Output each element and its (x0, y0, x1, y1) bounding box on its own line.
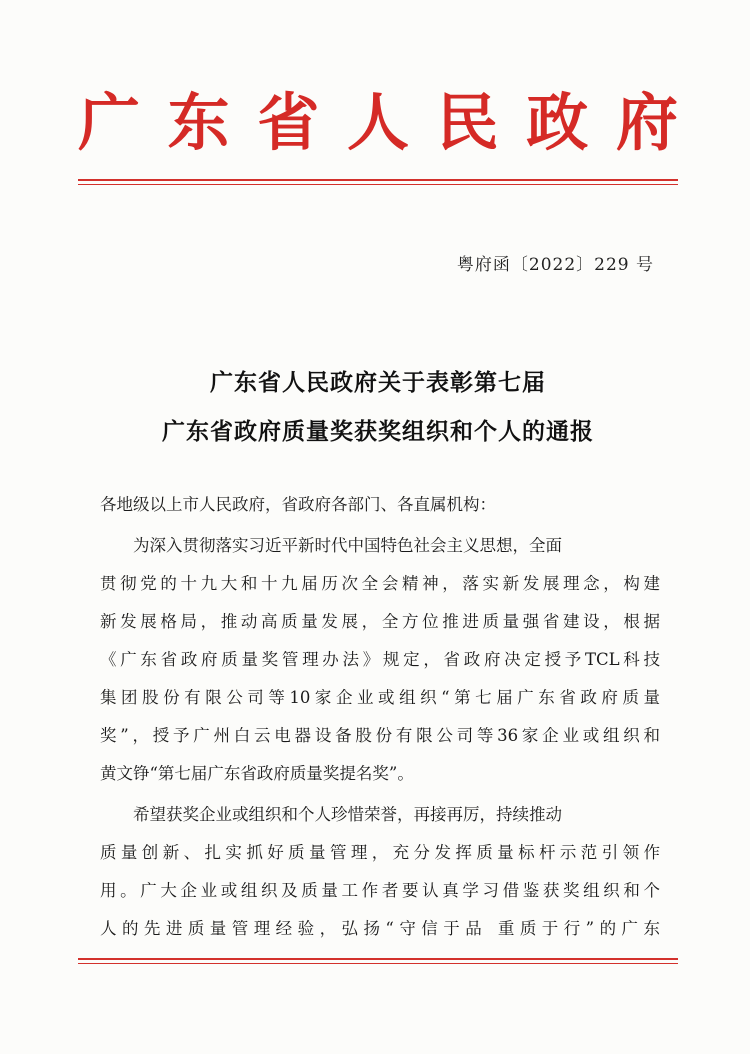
paragraph-1-line: 集团股份有限公司等10家企业或组织“第七届广东省政府质量 (100, 688, 660, 707)
header-char: 省 (257, 86, 320, 159)
salutation: 各地级以上市人民政府，省政府各部门、各直属机构： (100, 495, 496, 514)
document-number: 粤府函〔2022〕229 号 (456, 255, 654, 275)
header-char: 政 (526, 86, 589, 159)
paragraph-1-line: 《广东省政府质量奖管理办法》规定，省政府决定授予TCL科技 (100, 650, 660, 669)
paragraph-1-line: 为深入贯彻落实习近平新时代中国特色社会主义思想，全面 (133, 536, 562, 555)
footer-rule-thick (78, 958, 678, 960)
paragraph-1-line: 新发展格局，推动高质量发展，全方位推进质量强省建设，根据 (100, 612, 660, 631)
paragraph-2-line: 用。广大企业或组织及质量工作者要认真学习借鉴获奖组织和个 (100, 881, 660, 900)
header-char: 东 (167, 86, 230, 159)
header-rule-thin (78, 184, 678, 185)
footer-rule-thin (78, 963, 678, 964)
paragraph-2-line: 人的先进质量管理经验，弘扬“守信于品 重质于行”的广东 (100, 919, 660, 938)
notice-title-line-1: 广东省人民政府关于表彰第七届 (210, 370, 546, 396)
paragraph-1-line: 奖”，授予广州白云电器设备股份有限公司等36家企业或组织和 (100, 726, 660, 745)
notice-title-line-2: 广东省政府质量奖获奖组织和个人的通报 (162, 419, 594, 445)
paragraph-2-line: 质量创新、扎实抓好质量管理，充分发挥质量标杆示范引领作 (100, 843, 660, 862)
issuing-authority-header (78, 78, 678, 168)
header-char: 民 (436, 86, 499, 159)
header-rule-thick (78, 179, 678, 181)
paragraph-1-line: 黄文铮“第七届广东省政府质量奖提名奖”。 (100, 764, 414, 783)
paragraph-2-line: 希望获奖企业或组织和个人珍惜荣誉，再接再厉，持续推动 (133, 805, 562, 824)
header-char: 人 (346, 86, 409, 159)
header-char: 府 (615, 86, 678, 159)
paragraph-1-line: 贯彻党的十九大和十九届历次全会精神，落实新发展理念，构建 (100, 574, 660, 593)
header-char: 广 (78, 86, 141, 159)
